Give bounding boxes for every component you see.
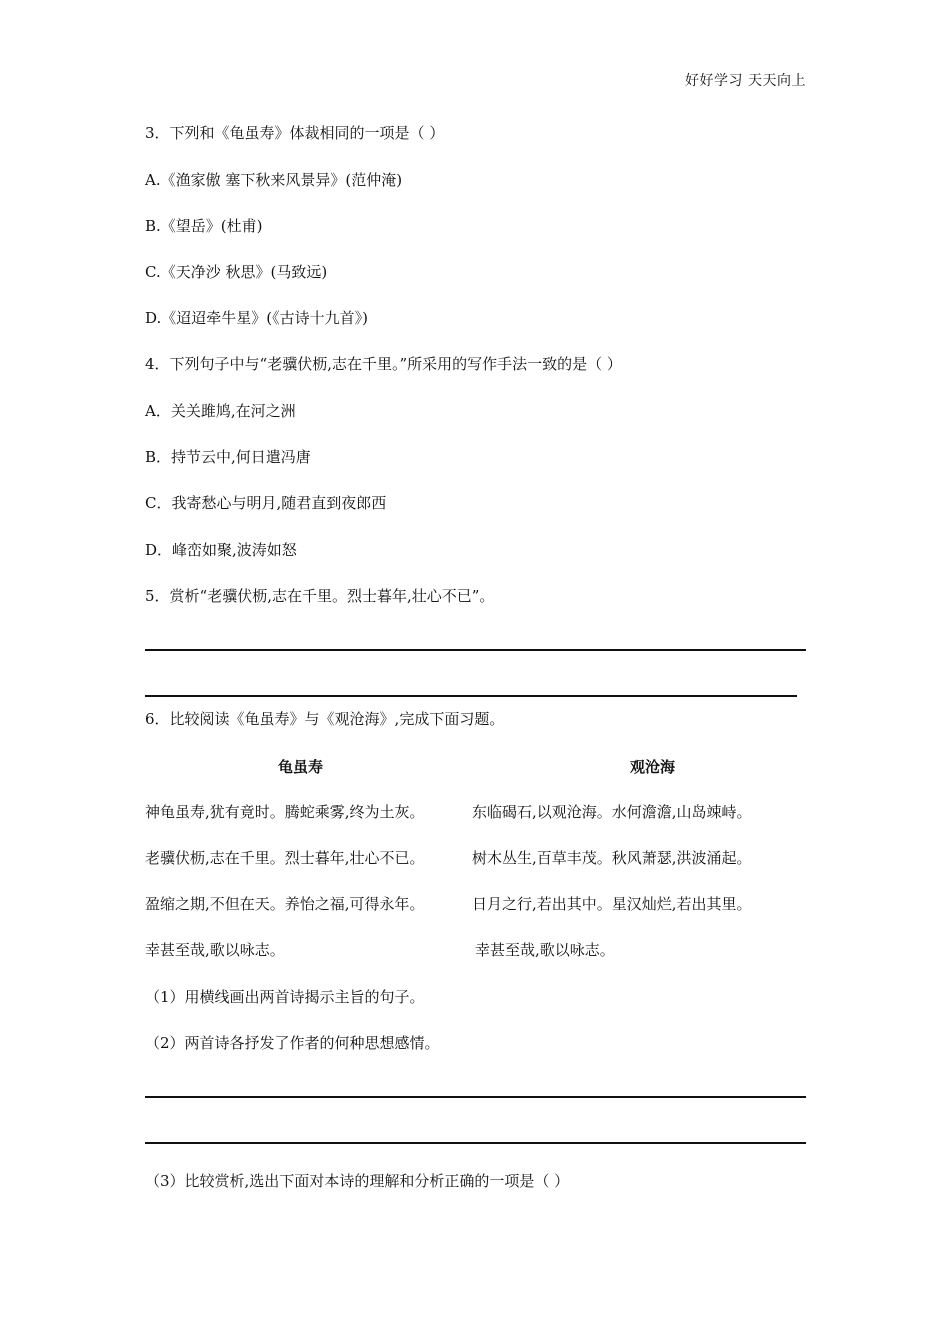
answer-line (145, 695, 797, 697)
question-3-option-b: B.《望岳》(杜甫) (145, 217, 263, 235)
question-4-option-a: A．关关雎鸠,在河之洲 (145, 402, 296, 420)
poem-title-right: 观沧海 (630, 758, 676, 776)
question-3-option-d: D.《迢迢牵牛星》(《古诗十九首》) (145, 309, 368, 327)
question-3-option-a: A.《渔家傲 塞下秋来风景异》(范仲淹) (145, 171, 403, 189)
poem-left-line: 老骥伏枥,志在千里。烈士暮年,壮心不已。 (145, 849, 425, 867)
answer-line (145, 1096, 806, 1098)
question-6-sub-1: （1）用横线画出两首诗揭示主旨的句子。 (145, 988, 425, 1006)
question-4-option-c: C．我寄愁心与明月,随君直到夜郎西 (145, 494, 387, 512)
question-5-stem: 5．赏析“老骥伏枥,志在千里。烈士暮年,壮心不已”。 (145, 587, 495, 605)
question-3-stem: 3．下列和《龟虽寿》体裁相同的一项是（ ） (145, 124, 445, 142)
question-4-option-b: B．持节云中,何日遣冯唐 (145, 448, 311, 466)
poem-right-line: 日月之行,若出其中。星汉灿烂,若出其里。 (472, 895, 752, 913)
question-6-stem: 6．比较阅读《龟虽寿》与《观沧海》,完成下面习题。 (145, 710, 505, 728)
poem-left-line: 神龟虽寿,犹有竟时。腾蛇乘雾,终为土灰。 (145, 803, 425, 821)
poem-right-line: 东临碣石,以观沧海。水何澹澹,山岛竦峙。 (472, 803, 752, 821)
question-6-sub-3: （3）比较赏析,选出下面对本诗的理解和分析正确的一项是（ ） (145, 1172, 570, 1190)
poem-left-line: 幸甚至哉,歌以咏志。 (145, 941, 285, 959)
poem-title-left: 龟虽寿 (278, 758, 324, 776)
question-3-option-c: C.《天净沙 秋思》(马致远) (145, 263, 328, 281)
page-header: 好好学习 天天向上 (685, 73, 806, 89)
poem-right-line: 树木丛生,百草丰茂。秋风萧瑟,洪波涌起。 (472, 849, 752, 867)
question-4-stem: 4．下列句子中与“老骥伏枥,志在千里。”所采用的写作手法一致的是（ ） (145, 355, 622, 373)
poem-right-line: 幸甚至哉,歌以咏志。 (475, 941, 615, 959)
question-6-sub-2: （2）两首诗各抒发了作者的何种思想感情。 (145, 1034, 440, 1052)
answer-line (145, 649, 806, 651)
question-4-option-d: D．峰峦如聚,波涛如怒 (145, 541, 297, 559)
answer-line (145, 1142, 806, 1144)
poem-left-line: 盈缩之期,不但在天。养怡之福,可得永年。 (145, 895, 425, 913)
